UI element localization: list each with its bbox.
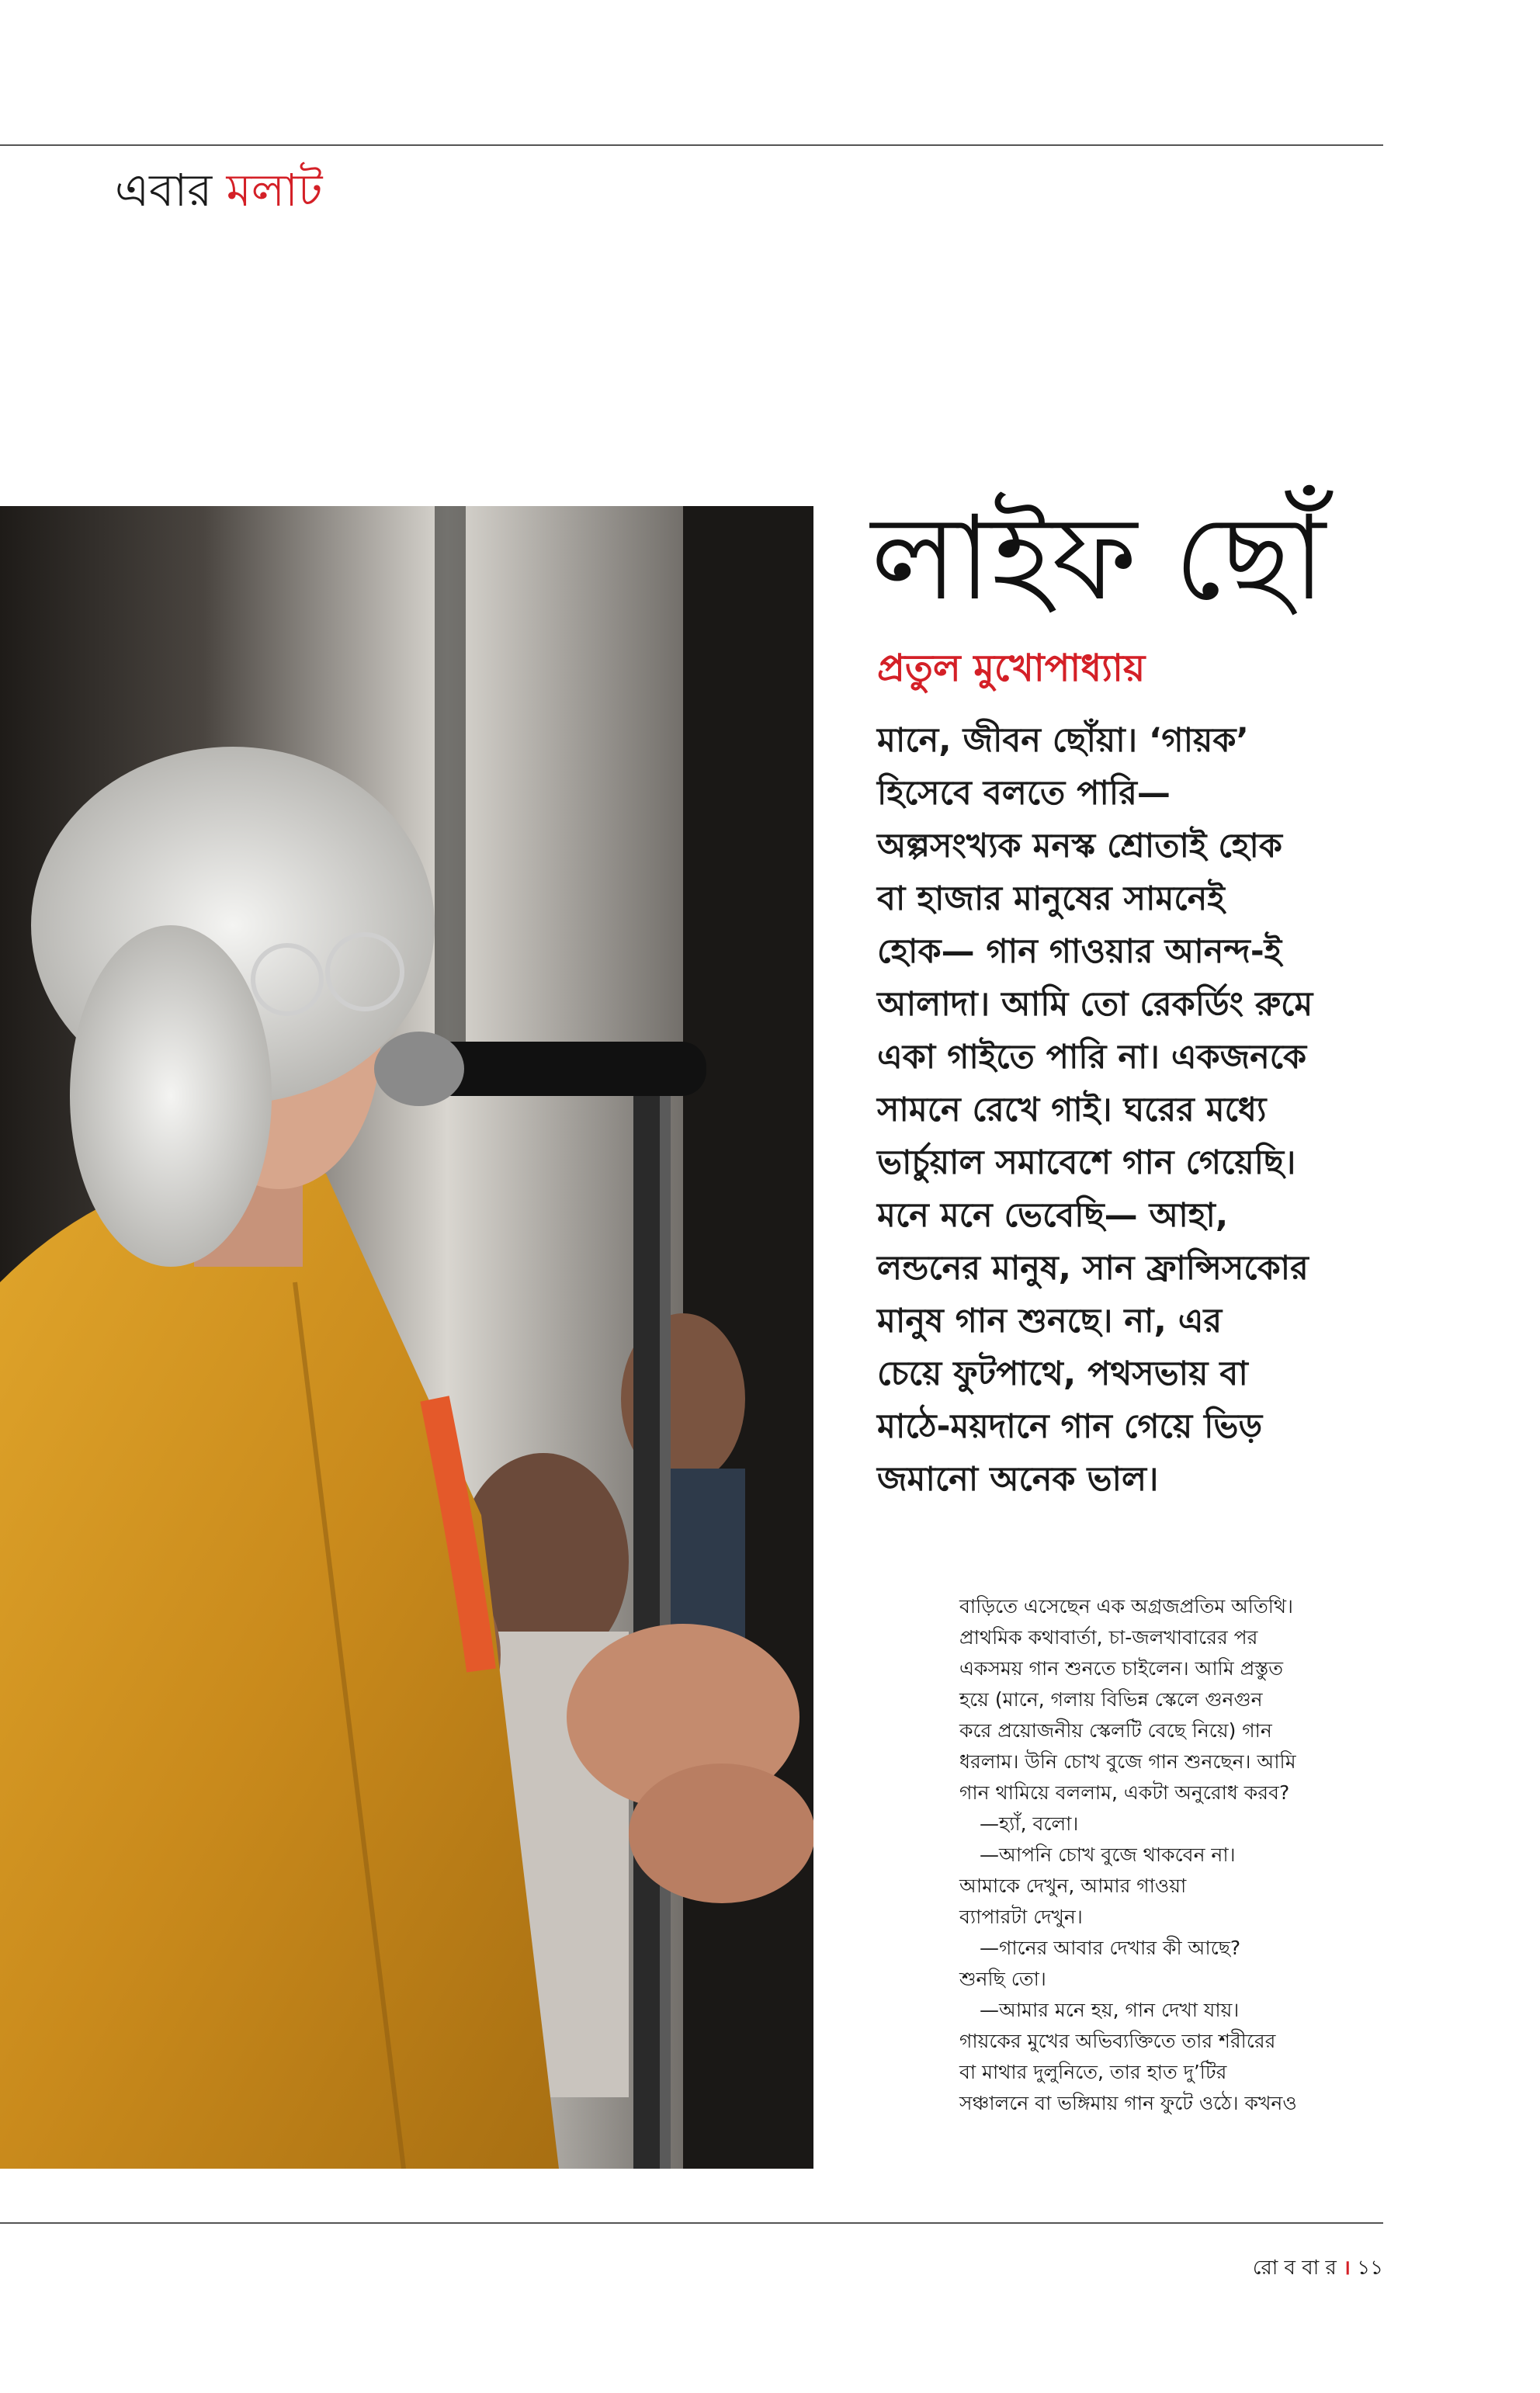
- lead-line: মাঠে-ময়দানে গান গেয়ে ভিড়: [877, 1407, 1263, 1446]
- body-line: —আপনি চোখ বুজে থাকবেন না।: [980, 1843, 1236, 1866]
- lead-line: মানুষ গান শুনছে। না, এর: [877, 1302, 1223, 1340]
- body-line: ধরলাম। উনি চোখ বুজে গান শুনছেন। আমি: [959, 1750, 1296, 1773]
- section-label-red: মলাট: [226, 164, 323, 217]
- lead-line: বা হাজার মানুষের সামনেই: [877, 879, 1225, 918]
- body-line: একসময় গান শুনতে চাইলেন। আমি প্রস্তুত: [959, 1657, 1284, 1680]
- section-label: [115, 159, 322, 221]
- author-byline: প্রতুল মুখোপাধ্যায়: [877, 647, 1146, 690]
- body-line: গান থামিয়ে বললাম, একটা অনুরোধ করব?: [959, 1781, 1290, 1804]
- article-title: লাইফ ছোঁ: [871, 491, 1326, 626]
- body-line: —গানের আবার দেখার কী আছে?: [980, 1937, 1241, 1959]
- magazine-name: রো ব বা র: [1252, 2256, 1337, 2280]
- body-line: ব্যাপারটা দেখুন।: [959, 1906, 1083, 1928]
- body-line: গায়কের মুখের অভিব্যক্তিতে তার শরীরের: [959, 2030, 1276, 2052]
- body-line: প্রাথমিক কথাবার্তা, চা-জলখাবারের পর: [959, 1626, 1258, 1649]
- page-number: ১১: [1357, 2256, 1383, 2280]
- page-footer: [1253, 2253, 1383, 2284]
- lead-line: জমানো অনেক ভাল।: [877, 1460, 1159, 1499]
- lead-line: মনে মনে ভেবেছি— আহা,: [877, 1196, 1229, 1235]
- section-label-black: এবার: [115, 164, 213, 217]
- lead-line: একা গাইতে পারি না। একজনকে: [877, 1038, 1307, 1077]
- body-line: হয়ে (মানে, গলায় বিভিন্ন স্কেলে গুনগুন: [959, 1688, 1263, 1711]
- lead-line: হিসেবে বলতে পারি—: [877, 774, 1171, 813]
- body-line: করে প্রয়োজনীয় স্কেলটি বেছে নিয়ে) গান: [959, 1719, 1272, 1742]
- singer-photo: [0, 506, 813, 2169]
- body-line: আমাকে দেখুন, আমার গাওয়া: [959, 1875, 1187, 1897]
- footer-separator: ।: [1343, 2256, 1351, 2280]
- body-line: বা মাথার দুলুনিতে, তার হাত দু’টির: [959, 2061, 1227, 2083]
- lead-line: অল্পসংখ্যক মনস্ক শ্রোতাই হোক: [877, 827, 1282, 865]
- lead-line: মানে, জীবন ছোঁয়া। ‘গায়ক’: [877, 721, 1249, 760]
- body-line: —হ্যাঁ, বলো।: [980, 1812, 1079, 1835]
- header-rule: [0, 144, 1383, 146]
- lead-line: সামনে রেখে গাই। ঘরের মধ্যে: [877, 1091, 1267, 1129]
- lead-line: আলাদা। আমি তো রেকর্ডিং রুমে: [877, 985, 1313, 1024]
- body-text: [959, 1591, 1394, 2119]
- lead-paragraph: [877, 714, 1374, 1506]
- lead-line: হোক— গান গাওয়ার আনন্দ-ই: [877, 932, 1282, 971]
- lead-line: লন্ডনের মানুষ, সান ফ্রান্সিসকোর: [877, 1249, 1309, 1288]
- lead-line: চেয়ে ফুটপাথে, পথসভায় বা: [877, 1354, 1248, 1393]
- body-line: সঞ্চালনে বা ভঙ্গিমায় গান ফুটে ওঠে। কখনও: [959, 2092, 1297, 2114]
- body-line: —আমার মনে হয়, গান দেখা যায়।: [980, 1999, 1240, 2021]
- body-line: বাড়িতে এসেছেন এক অগ্রজপ্রতিম অতিথি।: [959, 1595, 1293, 1618]
- lead-line: ভার্চুয়াল সমাবেশে গান গেয়েছি।: [877, 1143, 1296, 1182]
- footer-rule: [0, 2222, 1383, 2224]
- body-line: শুনছি তো।: [959, 1968, 1046, 1990]
